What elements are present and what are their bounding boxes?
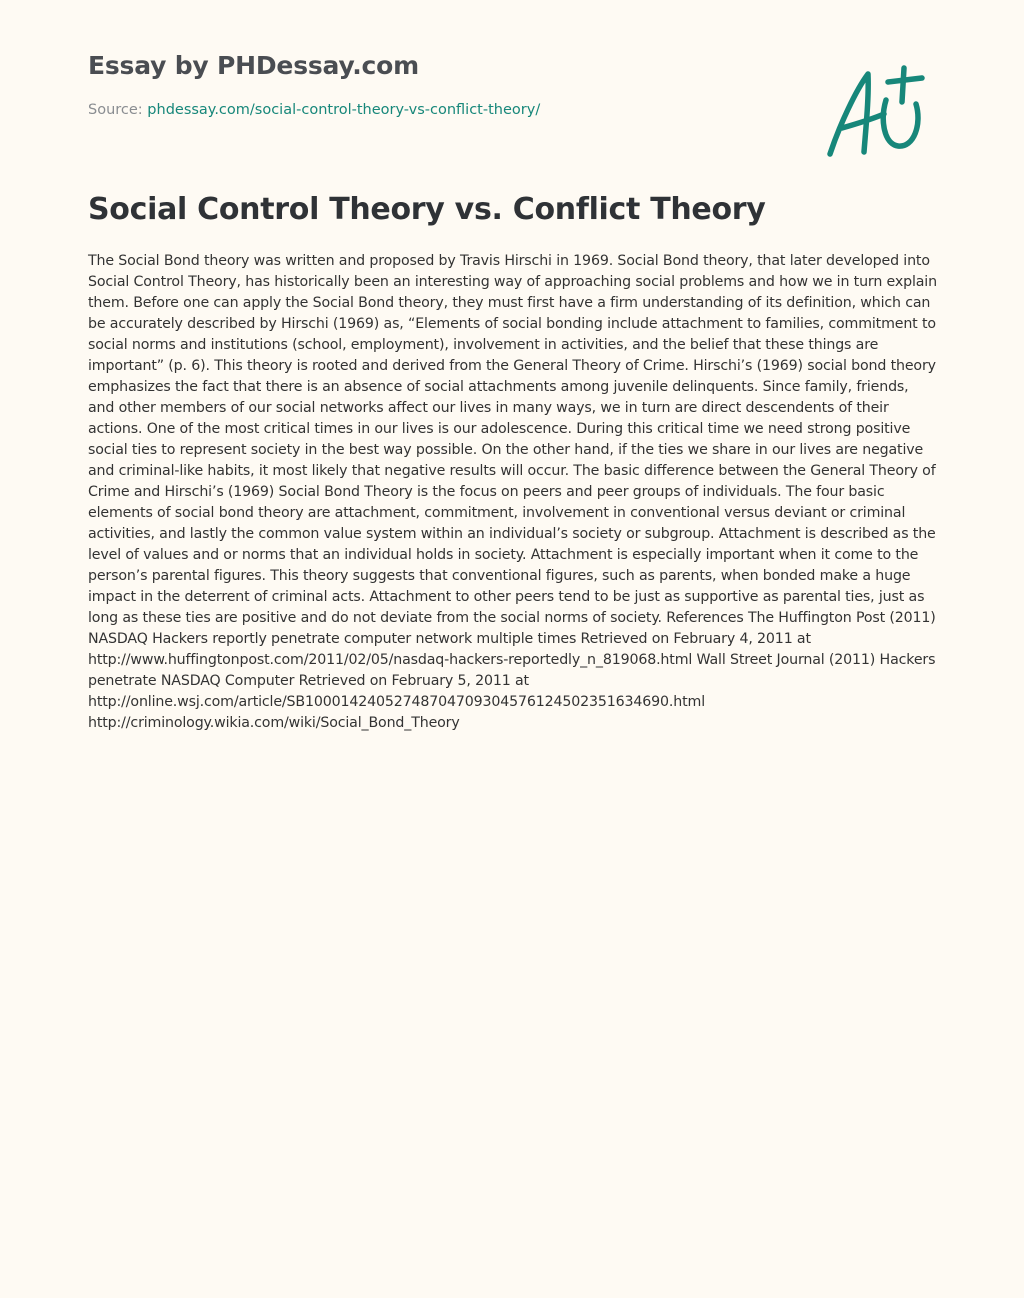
document-body: The Social Bond theory was written and proposed by Travis Hirschi in 1969. Social Bond theory, that later developed into Social Control Theory, has historically been an interesting way of approaching social problems and how we in turn explain them. Before one can apply the Social Bond theory, they must first have a firm understanding of its definition, which can be accurately described by Hirschi (1969) as, “Elements of social bonding include attachment to families, commitment to social norms and institutions (school, employment), involvement in activities, and the belief that these things are important” (p. 6). This theory is rooted and derived from the General Theory of Crime. Hirschi’s (1969) social bond theory emphasizes the fact that there is an absence of social attachments among juvenile delinquents. Since family, friends, and other members of our social networks affect our lives in many ways, we in turn are direct descendents of their actions. One of the most critical times in our lives is our adolescence. During this critical time we need strong positive social ties to represent society in the best way possible. On the other hand, if the ties we share in our lives are negative and criminal-like habits, it most likely that negative results will occur. The basic difference between the General Theory of Crime and Hirschi’s (1969) Social Bond Theory is the focus on peers and peer groups of individuals. The four basic elements of social bond theory are attachment, commitment, involvement in conventional versus deviant or criminal activities, and lastly the common value system within an individual’s society or subgroup. Attachment is described as the level of values and or norms that an individual holds in society. Attachment is especially important when it come to the person’s parental figures. This theory suggests that conventional figures, such as parents, when bonded make a huge impact in the deterrent of criminal acts. Attachment to other peers tend to be just as supportive as parental ties, just as long as these ties are positive and do not deviate from the social norms of society. References The Huffington Post (2011) NASDAQ Hackers reportly penetrate computer network multiple times Retrieved on February 4, 2011 at http://www.huffingtonpost.com/2011/02/05/nasdaq-hackers-reportedly_n_819068.html Wall Street Journal (2011) Hackers penetrate NASDAQ Computer Retrieved on February 5, 2011 at http://online.wsj.com/article/SB10001424052748704709304576124502351634690.html http://criminology.wikia.com/wiki/Social_Bond_Theory [88,253,937,731]
a-plus-logo-icon [822,62,930,162]
source-link[interactable]: phdessay.com/social-control-theory-vs-conflict-theory/ [147,102,541,118]
source-line [88,100,788,120]
source-label: Source: [88,102,148,118]
document-title: Social Control Theory vs. Conflict Theory [88,192,766,227]
page-header [88,50,788,120]
site-title: Essay by PHDessay.com [88,51,419,80]
